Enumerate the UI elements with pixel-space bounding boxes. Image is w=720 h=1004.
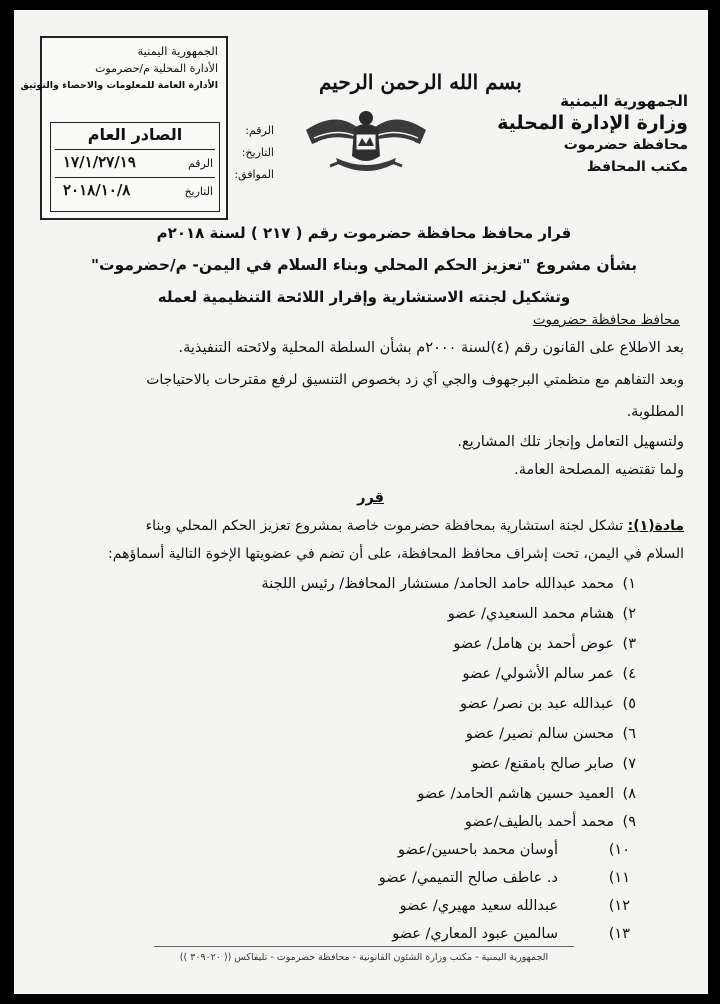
- member-number: ٦): [622, 726, 636, 742]
- member-name: عبدالله عبد بن نصر/ عضو: [459, 696, 614, 712]
- member-item: [392, 926, 630, 942]
- decree-title-line-1: قرار محافظ محافظة حضرموت رقم ( ٢١٧ ) لسنة ٢٠١٨م: [156, 224, 572, 242]
- member-item: [447, 606, 636, 622]
- letterhead-republic: الجمهورية اليمنية: [560, 92, 688, 110]
- letterhead-office: مكتب المحافظ: [586, 159, 688, 175]
- member-number: ٣): [622, 636, 636, 652]
- member-number: ١٢): [608, 898, 630, 914]
- member-number: ٢): [622, 606, 636, 622]
- member-number: ١): [622, 576, 636, 592]
- reference-fields: [214, 120, 274, 186]
- member-item: [378, 870, 630, 886]
- stamp-divider: [55, 149, 215, 150]
- footer-text: الجمهورية اليمنية - مكتب وزارة الشئون القانونية - محافظة حضرموت - تليفاكس (( ٣٠٩٠٢٠ )): [179, 952, 549, 963]
- member-item: [464, 814, 636, 830]
- member-item: [399, 898, 630, 914]
- stamp-number-label: الرقم: [187, 157, 213, 170]
- member-name: محمد أحمد بالطيف/عضو: [464, 814, 614, 830]
- stamp-date-label: التاريخ: [184, 185, 213, 198]
- member-item: [417, 786, 636, 802]
- letterhead-governorate: محافظة حضرموت: [563, 137, 688, 153]
- member-number: ١٠): [608, 842, 630, 858]
- member-name: محسن سالم نصير/ عضو: [465, 726, 614, 742]
- document-page: [14, 10, 708, 994]
- basmala: بسم الله الرحمن الرحيم: [319, 70, 522, 94]
- stamp-line-3: الأدارة العامة للمعلومات والاحصاء والتوثيق: [20, 80, 218, 91]
- article-1-text: تشكل لجنة استشارية بمحافظة حضرموت خاصة بمشروع تعزيز الحكم المحلي وبناء: [145, 518, 628, 534]
- member-item: [462, 666, 636, 682]
- member-name: د. عاطف صالح التميمي/ عضو: [378, 870, 558, 886]
- member-item: [261, 576, 636, 592]
- article-1-line-2: السلام في اليمن، تحت إشراف محافظ المحافظة، على أن تضم في عضويتها الإخوة التالية أسماؤهم:: [108, 546, 684, 562]
- reference-number-label: الرقم:: [245, 124, 274, 137]
- letterhead: [497, 90, 688, 178]
- decree-title-line-2: بشأن مشروع "تعزيز الحكم المحلي وبناء السلام في اليمن- م/حضرموت": [90, 256, 638, 274]
- stamp-divider: [55, 177, 215, 178]
- reference-date-label: التاريخ:: [241, 146, 274, 159]
- member-name: سالمين عبود المعاري/ عضو: [392, 926, 558, 942]
- member-item: [398, 842, 630, 858]
- preamble-agreement-cont: المطلوبة.: [626, 404, 684, 420]
- member-number: ٨): [622, 786, 636, 802]
- decided-heading: قرر: [357, 490, 384, 506]
- stamp-issued: الصادر العام: [87, 125, 183, 144]
- yemen-eagle-emblem-icon: [296, 100, 436, 180]
- preamble-law: بعد الاطلاع على القانون رقم (٤)لسنة ٢٠٠٠م بشأن السلطة المحلية ولائحته التنفيذية.: [178, 340, 684, 356]
- member-number: ١٣): [608, 926, 630, 942]
- footer-divider: [154, 946, 574, 947]
- member-item: [471, 756, 636, 772]
- member-number: ٩): [622, 814, 636, 830]
- member-name: عوض أحمد بن هامل/ عضو: [453, 636, 614, 652]
- stamp-issued-box: [50, 122, 220, 212]
- member-item: [453, 636, 636, 652]
- member-name: محمد عبدالله حامد الحامد/ مستشار المحافظ/ رئيس اللجنة: [261, 576, 614, 592]
- preamble-facilitation: ولتسهيل التعامل وإنجاز تلك المشاريع.: [457, 434, 684, 450]
- reference-approved-label: الموافق:: [234, 168, 274, 181]
- member-number: ٧): [622, 756, 636, 772]
- stamp-line-1: الجمهورية اليمنية: [137, 44, 218, 58]
- preamble-agreement: وبعد التفاهم مع منظمتي البرجهوف والجي آي زد بخصوص التنسيق لرفع مقترحات بالاحتياجات: [146, 372, 684, 388]
- member-number: ١١): [608, 870, 630, 886]
- registry-stamp: [20, 36, 228, 220]
- stamp-number-value: ١٧/١/٢٧/١٩: [63, 153, 136, 171]
- member-item: [465, 726, 636, 742]
- member-name: العميد حسين هاشم الحامد/ عضو: [417, 786, 614, 802]
- decree-title-line-3: وتشكيل لجنته الاستشارية وإقرار اللائحة التنظيمية لعمله: [157, 288, 571, 306]
- member-number: ٥): [622, 696, 636, 712]
- article-1-line-1: [146, 518, 684, 534]
- member-name: عبدالله سعيد مهيري/ عضو: [399, 898, 558, 914]
- member-number: ٤): [622, 666, 636, 682]
- member-name: هشام محمد السعيدي/ عضو: [447, 606, 614, 622]
- article-1-label: مادة(١):: [627, 518, 684, 534]
- letterhead-ministry: وزارة الإدارة المحلية: [497, 112, 688, 134]
- member-item: [459, 696, 636, 712]
- governor-heading: محافظ محافظة حضرموت: [532, 312, 680, 328]
- preamble-public-interest: ولما تقتضيه المصلحة العامة.: [514, 462, 684, 478]
- member-name: عمر سالم الأشولي/ عضو: [462, 666, 614, 682]
- member-name: صابر صالح بامقنع/ عضو: [471, 756, 614, 772]
- member-name: أوسان محمد باحسين/عضو: [398, 842, 558, 858]
- stamp-line-2: الأدارة المحلية م/حضرموت: [95, 62, 218, 75]
- stamp-date-value: ٢٠١٨/١٠/٨: [63, 181, 131, 199]
